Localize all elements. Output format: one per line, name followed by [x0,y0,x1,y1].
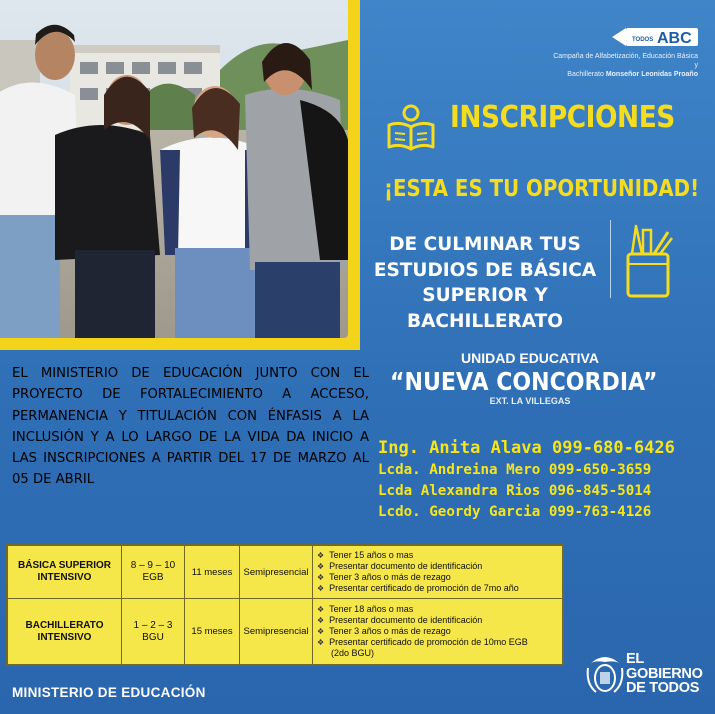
requirement-item: ❖ Tener 18 años o mas [317,604,558,615]
requirement-item: ❖ Tener 3 años o más de rezago [317,572,558,583]
requirement-item: ❖ Presentar certificado de promoción de 7mo año [317,583,558,594]
program-modality: Semipresencial [240,546,313,599]
campaign-line-2 [548,70,698,79]
program-levels [122,599,185,665]
table-row [8,546,563,599]
program-name-line: BACHILLERATO [25,619,104,631]
contact-item: Lcda. Andreina Mero 099-650-3659 [378,462,652,478]
government-logo-text [626,652,703,696]
program-duration: 15 meses [185,599,240,665]
contact-list [378,436,675,523]
requirement-item: ❖ Presentar documento de identificación [317,615,558,626]
requirement-item: ❖ Presentar certificado de promoción de 10mo EGB [317,637,558,648]
contact-item: Lcdo. Geordy Garcia 099-763-4126 [378,504,652,520]
campaign-line-2-name: Monseñor Leonidas Proaño [605,71,698,78]
program-duration: 11 meses [185,546,240,599]
program-levels-line: 1 – 2 – 3 [133,619,173,631]
abc-logo-text: ABC [657,30,692,47]
contact-item: Lcda Alexandra Rios 096-845-5014 [378,483,652,499]
abc-logo-label: TODOS [632,37,654,43]
footer-ministry: MINISTERIO DE EDUCACIÓN [12,685,206,700]
ministry-announcement: EL MINISTERIO DE EDUCACIÓN JUNTO CON EL PROYECTO DE FORTALECIMIENTO A ACCESO, PERMANENCIA Y TITULACIÓN CON ÉNFASIS A LA INCLUSIÓN Y A LO LARGO DE LA VIDA DA INICIO A LAS INSCRIPCIONES A PARTIR DEL 17 DE MARZO AL 05 DE ABRIL [12,366,369,488]
opportunity-heading: ¡ESTA ES TU OPORTUNIDAD! [384,176,700,202]
program-levels-line: EGB [142,572,164,584]
requirement-item: ❖ Tener 3 años o más de rezago [317,626,558,637]
programs-table [6,544,564,666]
program-name [8,546,122,599]
students-photo [0,0,348,338]
page-title: INSCRIPCIONES [450,100,675,135]
gov-line: GOBIERNO [626,665,703,682]
abc-logo [612,26,698,48]
culminar-line: BACHILLERATO [406,310,564,332]
program-name-line: INTENSIVO [37,572,92,584]
table-row [8,599,563,665]
photo-frame [0,0,360,350]
program-name-line: BÁSICA SUPERIOR [18,560,111,572]
gov-line: DE TODOS [626,680,700,696]
unidad-label: UNIDAD EDUCATIVA [461,350,599,366]
culminar-line: SUPERIOR Y [422,285,548,306]
culminar-text [370,232,600,334]
program-name [8,599,122,665]
culminar-line: DE CULMINAR TUS [389,234,581,255]
program-modality: Semipresencial [240,599,313,665]
pencil-cup-icon [622,220,676,305]
program-levels-line: BGU [142,631,164,643]
culminar-line: ESTUDIOS DE BÁSICA [373,259,597,281]
gov-line: EL [626,651,644,667]
ecuador-coat-of-arms-icon [586,650,624,703]
program-name-line: INTENSIVO [37,631,92,643]
campaign-line-2-prefix: Bachillerato [567,71,604,78]
contact-item: Ing. Anita Alava 099-680-6426 [378,438,675,458]
requirement-item: ❖ Tener 15 años o mas [317,550,558,561]
divider [610,220,611,298]
program-levels-line: 8 – 9 – 10 [130,560,176,572]
program-requirements [313,599,563,665]
campaign-line-1: Campaña de Alfabetización, Educación Básica y [553,53,698,69]
requirement-item-continuation: (2do BGU) [331,648,375,659]
requirement-item: ❖ Presentar documento de identificación [317,561,558,572]
reading-book-icon [385,103,437,156]
school-name: “NUEVA CONCORDIA” [390,367,658,396]
campaign-caption [548,52,698,79]
school-extension: EXT. LA VILLEGAS [489,396,571,406]
program-requirements [313,546,563,599]
program-levels [122,546,185,599]
